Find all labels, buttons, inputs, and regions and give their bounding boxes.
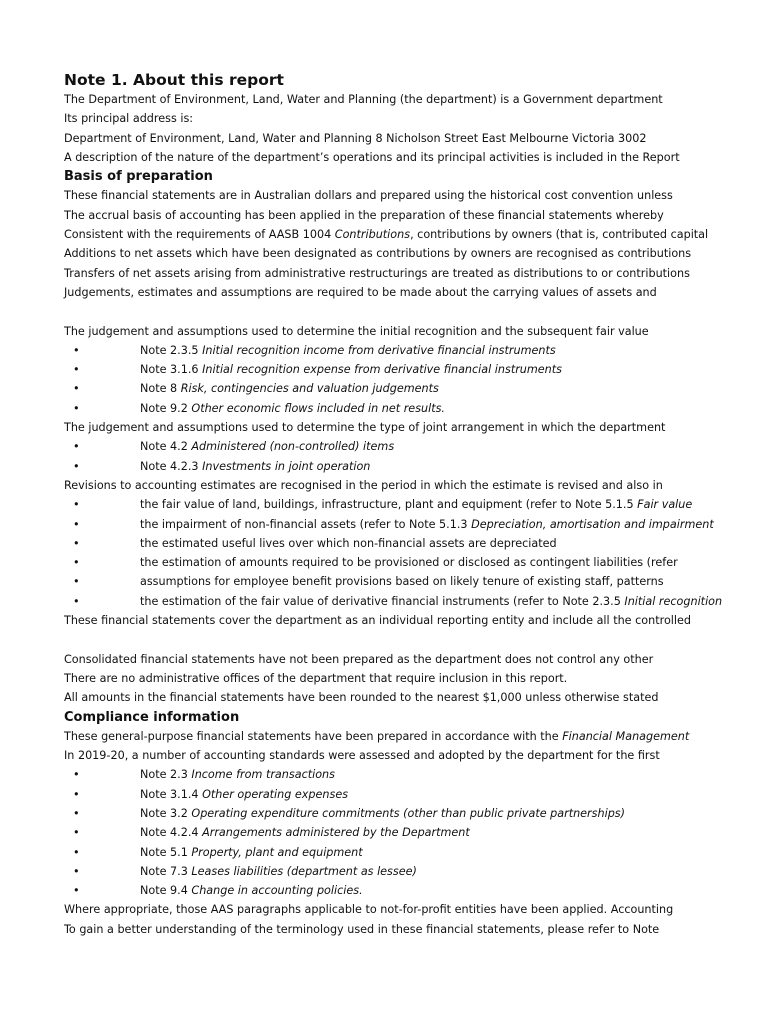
bullet-icon: • — [73, 363, 80, 377]
list-item: • Note 3.2 Operating expenditure commitments (other than public private partnerships) — [64, 804, 658, 823]
list-item: • Note 4.2 Administered (non-controlled) items — [64, 437, 658, 456]
list-item: • the estimation of amounts required to be provisioned or disclosed as contingent liabilities (refer — [64, 553, 658, 572]
cover-line: These financial statements cover the department as an individual reporting entity and include all the controlled — [64, 614, 691, 628]
compliance-line: These general-purpose financial statements have been prepared in accordance with the Financial Management — [64, 729, 690, 743]
bullet-icon: • — [73, 575, 80, 589]
bullet-icon: • — [73, 806, 80, 820]
compliance-line: In 2019-20, a number of accounting standards were assessed and adopted by the department for the first — [64, 749, 660, 763]
list-item: • the impairment of non-financial assets (refer to Note 5.1.3 Depreciation, amortisation and impairment — [64, 515, 658, 534]
bullet-icon: • — [73, 440, 80, 454]
list-item: • the fair value of land, buildings, infrastructure, plant and equipment (refer to Note 5.1.5 Fair value — [64, 495, 658, 514]
bullet-icon: • — [73, 556, 80, 570]
list-item: • the estimation of the fair value of derivative financial instruments (refer to Note 2.3.5 Initial recognition — [64, 592, 658, 611]
basis-line: Additions to net assets which have been designated as contributions by owners are recognised as contributions — [64, 247, 692, 261]
joint-intro: The judgement and assumptions used to determine the type of joint arrangement in which the department — [64, 421, 666, 435]
list-item: • Note 2.3.5 Initial recognition income from derivative financial instruments — [64, 341, 658, 360]
intro-line: A description of the nature of the department’s operations and its principal activities is included in the Report — [64, 150, 680, 164]
compliance-closing-line: Where appropriate, those AAS paragraphs applicable to not-for-profit entities have been applied. Accounting — [64, 903, 674, 917]
basis-line: These financial statements are in Australian dollars and prepared using the historical cost convention unless — [64, 189, 673, 203]
list-item: • assumptions for employee benefit provisions based on likely tenure of existing staff, patterns — [64, 572, 658, 591]
bullet-icon: • — [73, 845, 80, 859]
basis-line: Consistent with the requirements of AASB 1004 Contributions, contributions by owners (that is, contributed capital — [64, 228, 709, 242]
section-heading-compliance: Compliance information — [64, 709, 240, 725]
judgement-intro: The judgement and assumptions used to determine the initial recognition and the subsequent fair value — [64, 324, 649, 338]
bullet-icon: • — [73, 498, 80, 512]
section-heading-basis: Basis of preparation — [64, 169, 213, 185]
intro-line: Department of Environment, Land, Water and Planning 8 Nicholson Street East Melbourne Victoria 3002 — [64, 131, 647, 145]
bullet-icon: • — [73, 459, 80, 473]
list-item: • Note 3.1.4 Other operating expenses — [64, 785, 658, 804]
blank-line — [64, 302, 658, 321]
list-item: • Note 8 Risk, contingencies and valuation judgements — [64, 379, 658, 398]
closing-line: Consolidated financial statements have not been prepared as the department does not control any other — [64, 652, 654, 666]
list-item: • the estimated useful lives over which non-financial assets are depreciated — [64, 534, 658, 553]
document-page — [64, 70, 723, 939]
bullet-icon: • — [73, 864, 80, 878]
list-item: • Note 2.3 Income from transactions — [64, 765, 658, 784]
basis-line: The accrual basis of accounting has been applied in the preparation of these financial statements whereby — [64, 208, 664, 222]
list-item: • Note 4.2.4 Arrangements administered by the Department — [64, 823, 658, 842]
list-item: • Note 9.4 Change in accounting policies. — [64, 881, 658, 900]
list-item: • Note 4.2.3 Investments in joint operation — [64, 457, 658, 476]
list-item: • Note 7.3 Leases liabilities (department as lessee) — [64, 862, 658, 881]
bullet-icon: • — [73, 787, 80, 801]
bullet-icon: • — [73, 884, 80, 898]
intro-line: The Department of Environment, Land, Water and Planning (the department) is a Government department — [64, 93, 663, 106]
bullet-icon: • — [73, 382, 80, 396]
page-title: Note 1. About this report — [64, 71, 284, 89]
bullet-icon: • — [73, 536, 80, 550]
bullet-icon: • — [73, 517, 80, 531]
basis-line: Transfers of net assets arising from administrative restructurings are treated as distributions to or contributions — [64, 266, 690, 280]
bullet-icon: • — [73, 768, 80, 782]
bullet-icon: • — [73, 401, 80, 415]
blank-line — [64, 630, 658, 649]
bullet-icon: • — [73, 343, 80, 357]
list-item: • Note 9.2 Other economic flows included in net results. — [64, 399, 658, 418]
basis-line: Judgements, estimates and assumptions are required to be made about the carrying values of assets and — [64, 285, 657, 299]
list-item: • Note 5.1 Property, plant and equipment — [64, 843, 658, 862]
bullet-icon: • — [73, 826, 80, 840]
revisions-intro: Revisions to accounting estimates are recognised in the period in which the estimate is revised and also in — [64, 478, 663, 492]
closing-line: There are no administrative offices of the department that require inclusion in this report. — [64, 671, 568, 685]
closing-line: All amounts in the financial statements have been rounded to the nearest $1,000 unless otherwise stated — [64, 691, 659, 705]
compliance-closing-line: To gain a better understanding of the terminology used in these financial statements, please refer to Note — [64, 922, 660, 936]
bullet-icon: • — [73, 594, 80, 608]
intro-line: Its principal address is: — [64, 112, 194, 126]
list-item: • Note 3.1.6 Initial recognition expense from derivative financial instruments — [64, 360, 658, 379]
